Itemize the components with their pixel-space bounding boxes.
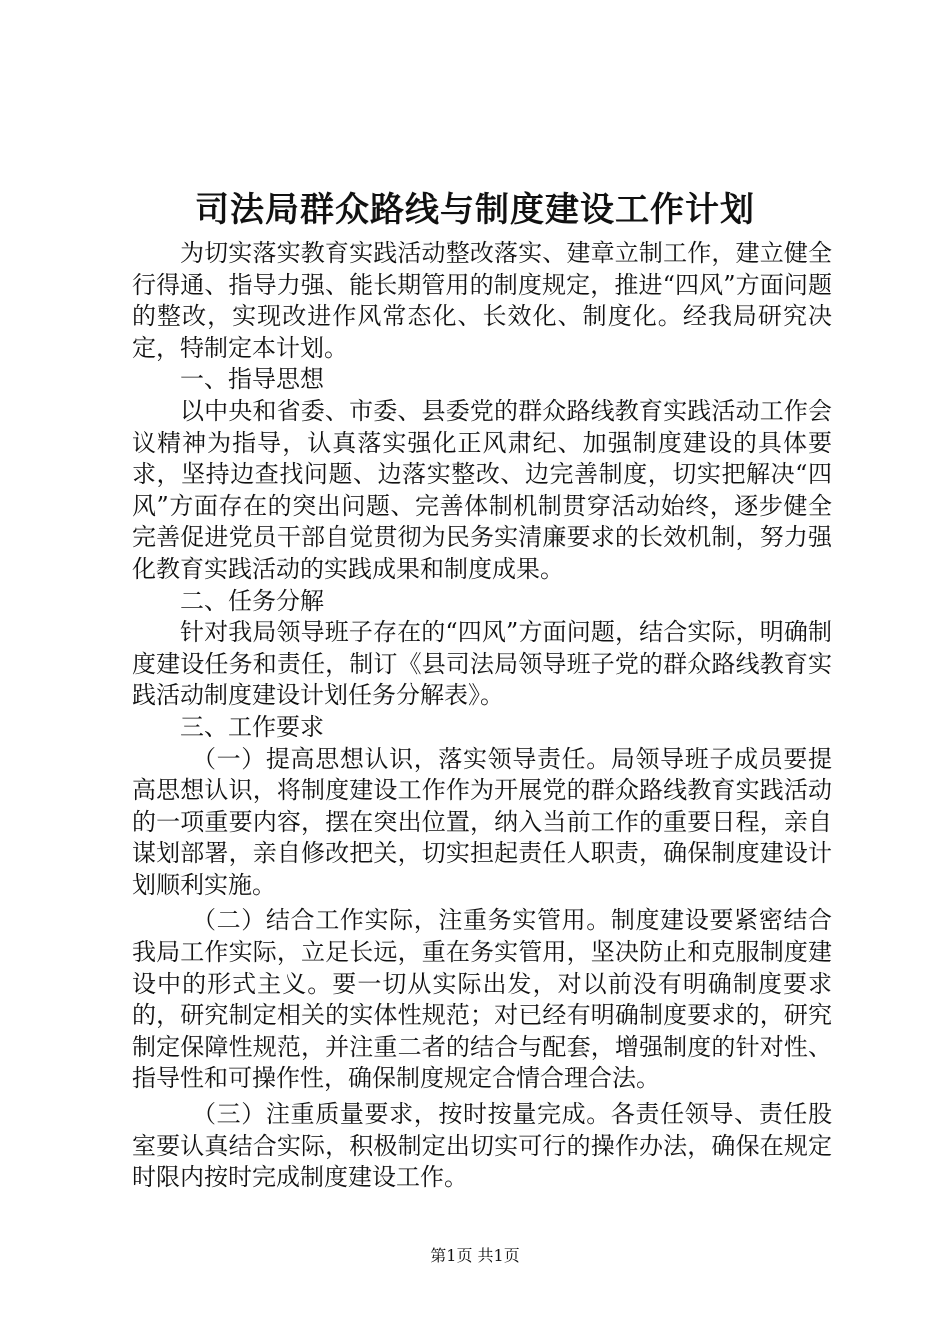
guiding-thought-paragraph: 以中央和省委、市委、县委党的群众路线教育实践活动工作会议精神为指导，认真落实强化正风肃纪、加强制度建设的具体要求，坚持边查找问题、边落实整改、边完善制度，切实把解决“四风”方面存在的突出问题、完善体制机制贯穿活动始终，逐步健全完善促进党员干部自觉贯彻为民务实清廉要求的长效机制，努力强化教育实践活动的实践成果和制度成果。 bbox=[132, 396, 832, 583]
page-footer: 第1页 共1页 bbox=[430, 1246, 520, 1265]
document-title: 司法局群众路线与制度建设工作计划 bbox=[195, 190, 755, 230]
section-heading-guiding-thought: 一、指导思想 bbox=[180, 365, 324, 394]
requirement-paragraph-1: （一）提高思想认识，落实领导责任。局领导班子成员要提高思想认识，将制度建设工作作为开展党的群众路线教育实践活动的一项重要内容，摆在突出位置，纳入当前工作的重要日程，亲自谋划部署，亲自修改把关，切实担起责任人职责，确保制度建设计划顺利实施。 bbox=[132, 744, 832, 899]
document-body bbox=[132, 238, 832, 1194]
requirement-paragraph-2: （二）结合工作实际，注重务实管用。制度建设要紧密结合我局工作实际，立足长远，重在务实管用，坚决防止和克服制度建设中的形式主义。要一切从实际出发，对以前没有明确制度要求的，研究制定相关的实体性规范；对已经有明确制度要求的，研究制定保障性规范，并注重二者的结合与配套，增强制度的针对性、指导性和可操作性，确保制度规定合情合理合法。 bbox=[132, 906, 832, 1093]
section-heading-work-requirements: 三、工作要求 bbox=[180, 712, 324, 741]
section-heading-task-breakdown: 二、任务分解 bbox=[180, 586, 324, 615]
requirement-paragraph-3: （三）注重质量要求，按时按量完成。各责任领导、责任股室要认真结合实际，积极制定出切实可行的操作办法，确保在规定时限内按时完成制度建设工作。 bbox=[132, 1100, 832, 1192]
task-breakdown-paragraph: 针对我局领导班子存在的“四风”方面问题，结合实际，明确制度建设任务和责任，制订《县司法局领导班子党的群众路线教育实践活动制度建设计划任务分解表》。 bbox=[132, 618, 832, 710]
intro-paragraph: 为切实落实教育实践活动整改落实、建章立制工作，建立健全行得通、指导力强、能长期管用的制度规定，推进“四风”方面问题的整改，实现改进作风常态化、长效化、制度化。经我局研究决定，特制定本计划。 bbox=[132, 239, 832, 362]
